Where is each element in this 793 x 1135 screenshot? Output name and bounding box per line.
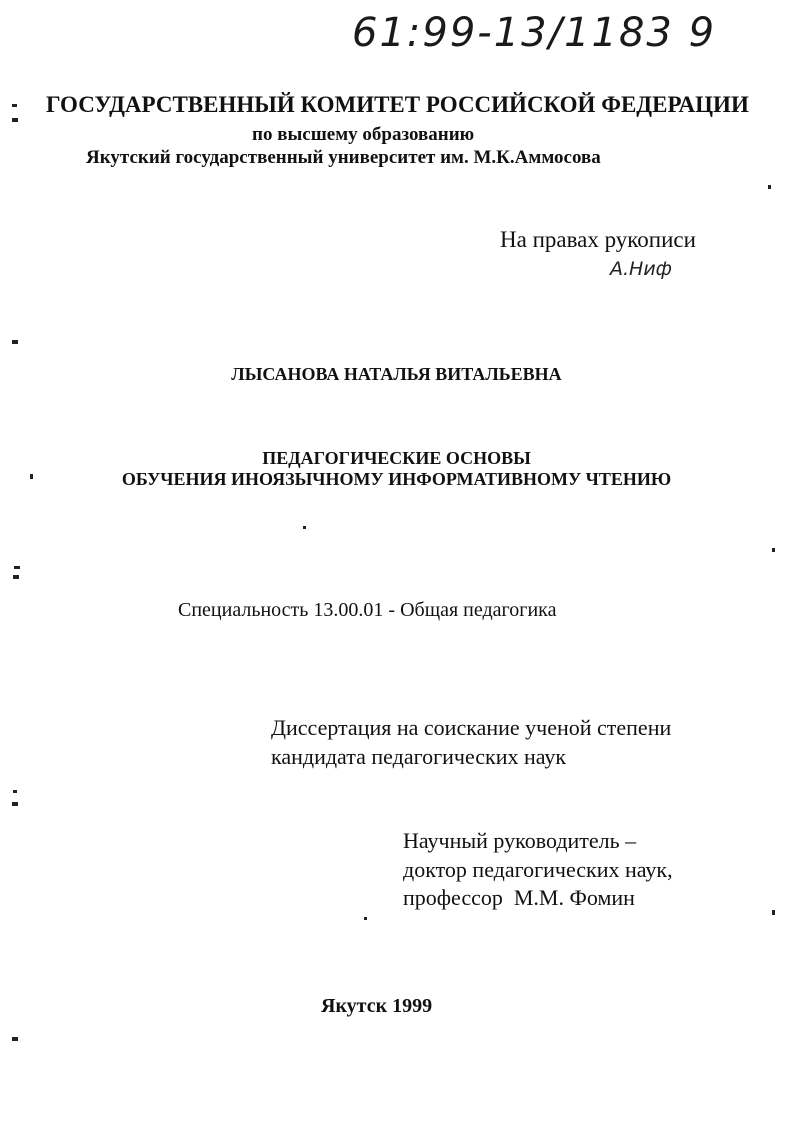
scan-mark (12, 802, 18, 806)
manuscript-rights-note: На правах рукописи (500, 227, 696, 252)
dissertation-title-line2: ОБУЧЕНИЯ ИНОЯЗЫЧНОМУ ИНФОРМАТИВНОМУ ЧТЕНИЮ (121, 469, 672, 489)
scan-mark (303, 526, 306, 529)
specialty-line: Специальность 13.00.01 - Общая педагогика (178, 599, 557, 621)
scan-mark (772, 910, 775, 915)
scan-mark (14, 566, 20, 569)
author-name: ЛЫСАНОВА НАТАЛЬЯ ВИТАЛЬЕВНА (231, 364, 562, 384)
handwritten-signature: А.Ниф (610, 258, 672, 280)
scan-mark (364, 917, 367, 920)
header-committee: ГОСУДАРСТВЕННЫЙ КОМИТЕТ РОССИЙСКОЙ ФЕДЕРАЦИИ (46, 92, 749, 117)
handwritten-catalog-number: 61:99-13/1183 9 (352, 10, 717, 56)
scan-mark (12, 1037, 18, 1041)
header-higher-education: по высшему образованию (252, 124, 475, 145)
scan-mark (30, 474, 33, 479)
scan-mark (13, 575, 19, 579)
scan-mark (12, 340, 18, 344)
scan-mark (768, 185, 771, 189)
scan-mark (12, 118, 18, 122)
scan-mark (772, 548, 775, 552)
degree-line1: Диссертация на соискание ученой степени (271, 715, 672, 740)
header-university: Якутский государственный университет им. М.К.Аммосова (86, 147, 601, 168)
scan-mark (12, 104, 17, 107)
dissertation-title-line1: ПЕДАГОГИЧЕСКИЕ ОСНОВЫ (262, 448, 531, 468)
supervisor-line3: профессор М.М. Фомин (403, 885, 635, 910)
degree-line2: кандидата педагогических наук (271, 744, 567, 769)
supervisor-line1: Научный руководитель – (403, 828, 637, 853)
supervisor-line2: доктор педагогических наук, (403, 857, 673, 882)
place-year: Якутск 1999 (321, 995, 433, 1017)
scan-mark (13, 790, 17, 793)
